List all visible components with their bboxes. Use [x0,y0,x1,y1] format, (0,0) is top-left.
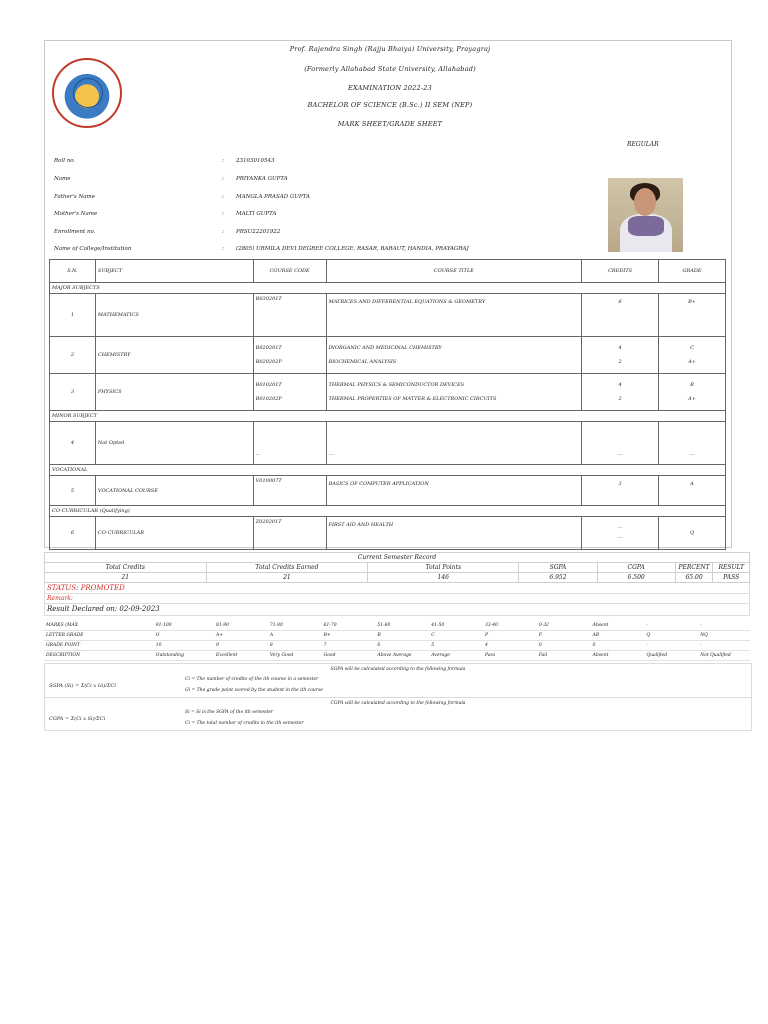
grade-row-letter [44,631,750,641]
grade-cell: 61-70 [322,621,376,631]
grade-cell: Q [644,631,698,641]
colon: : [222,246,224,252]
grade-row-description [44,651,750,661]
minor-section-label: MINOR SUBJECT [50,411,726,422]
grade-cell: 0 [537,641,591,651]
grade-cell: 91-100 [154,621,214,631]
grade-cell: Absent [591,651,645,661]
grade-cell: O [154,631,214,641]
sgpa-formula-box [44,663,752,698]
header-sn: S.N. [50,260,96,283]
grade-cell: B [375,631,429,641]
mother-value: MALTI GUPTA [236,211,277,217]
row-credits: 2 [618,359,622,365]
row-sn: 2 [50,337,96,374]
grade-row-label: GRADE POINT [44,641,154,651]
grade-cell: Pass [483,651,537,661]
header-grade: GRADE [659,260,726,283]
subjects-table [49,259,726,550]
grade-cell: - [698,641,750,651]
grade-scale-table [44,621,750,661]
grade-cell: - [644,641,698,651]
grade-cell: 6 [375,641,429,651]
total-credits-label: Total Credits [45,563,207,573]
cgpa-formula-box [44,697,752,731]
row-credits: --- [617,535,623,541]
grade-cell: Above Average [375,651,429,661]
grade-cell: Average [429,651,483,661]
remark-label: Remark: [44,593,750,603]
row-code: B020201T [255,345,282,351]
row-code: Z020201T [253,517,326,550]
row-sn: 3 [50,374,96,411]
row-grade: A [659,476,726,506]
cocurricular-section-label: CO-CURRICULAR (Qualifying) [50,506,726,517]
grade-cell: 81-90 [214,621,268,631]
sgpa-formula-line2: Gi = The grade point scored by the student in the ith course [185,688,323,693]
table-row [50,476,726,506]
formerly-name: (Formerly Allahabad State University, Allahabad) [304,65,476,73]
grade-cell: - [698,621,750,631]
grade-row-label: MARKS (MAX [44,621,154,631]
header-title: COURSE TITLE [326,260,582,283]
row-code: B010202P [255,396,282,402]
grade-cell: NQ [698,631,750,641]
grade-row-label: DESCRIPTION [44,651,154,661]
promotion-status: STATUS: PROMOTED [44,583,750,593]
colon: : [222,176,224,182]
row-grade: B [690,382,694,388]
table-row [50,422,726,465]
header-credits: CREDITS [582,260,659,283]
grade-cell: 41-50 [429,621,483,631]
table-header-row [50,260,726,283]
college-label: Name of College/Institution [54,246,132,252]
semester-record-title: Current Semester Record [45,553,750,563]
grade-cell: 0-32 [537,621,591,631]
grade-cell: 9 [214,641,268,651]
name-label: Name [54,176,71,182]
row-title: THERMAL PHYSICS & SEMICONDUCTOR DEVICES [328,382,465,388]
mother-label: Mother's Name [54,211,98,217]
grade-cell: P [483,631,537,641]
result-value: PASS [713,573,750,583]
row-credits: 6 [582,294,659,337]
row-grade: C [690,345,694,351]
cgpa-value: 6.500 [597,573,675,583]
row-title: FIRST AID AND HEALTH [326,517,582,550]
row-grade: B+ [659,294,726,337]
grade-cell: 8 [268,641,322,651]
grade-cell: C [429,631,483,641]
row-title: BASICS OF COMPUTER APPLICATION [326,476,582,506]
father-label: Father's Name [54,194,96,200]
grade-cell: AB [591,631,645,641]
cgpa-formula: CGPA = Σ(Ci x Si)/ΣCi [49,716,106,722]
row-code: B030201T [253,294,326,337]
sgpa-label: SGPA [519,563,597,573]
grade-cell: 7 [322,641,376,651]
college-value: (2805) URMILA DEVI DEGREE COLLEGE, RASAR, BARAUT, HANDIA, PRAYAGRAJ [236,246,469,252]
sgpa-value: 6.952 [519,573,597,583]
sgpa-formula: SGPA (Si) = Σ(Ci x Gi)/ΣCi [49,683,116,689]
table-row [50,374,726,411]
grade-cell: Absent [591,621,645,631]
grade-cell: B+ [322,631,376,641]
grade-cell: Outstanding [154,651,214,661]
row-grade: --- [659,422,726,465]
total-points-label: Total Points [368,563,519,573]
grade-row-marks [44,621,750,631]
grade-cell: 51-60 [375,621,429,631]
semester-record [44,552,750,616]
total-credits-value: 21 [45,573,207,583]
row-subject: CHEMISTRY [95,337,253,374]
row-sn: 6 [50,517,96,550]
grade-cell: 4 [483,641,537,651]
colon: : [222,229,224,235]
grade-cell: Fail [537,651,591,661]
cgpa-formula-line2: Ci = The total number of credits in the ith semester [185,721,304,726]
father-value: MANGLA PRASAD GUPTA [236,194,310,200]
university-logo [52,58,122,128]
grade-cell: Qualified [644,651,698,661]
row-credits: 3 [582,476,659,506]
row-grade: A+ [688,359,696,365]
vocational-section-label: VOCATIONAL [50,465,726,476]
grade-cell: 10 [154,641,214,651]
row-title: THERMAL PROPERTIES OF MATTER & ELECTRONIC CIRCUITS [328,396,497,402]
row-sn: 5 [50,476,96,506]
row-grade: A+ [688,396,696,402]
row-credits: --- [617,525,623,531]
enroll-value: PRSU22201922 [236,229,281,235]
cgpa-formula-heading: CGPA will be calculated according to the following formula [330,701,466,706]
result-label: RESULT [713,563,750,573]
row-title: INORGANIC AND MEDICINAL CHEMISTRY [328,345,442,351]
grade-cell: Good [322,651,376,661]
programme-name: BACHELOR OF SCIENCE (B.Sc.) II SEM (NEP) [307,101,473,109]
sgpa-formula-heading: SGPA will be calculated according to the following formula [330,667,466,672]
row-title: BIOCHEMICAL ANALYSIS [328,359,397,365]
grade-cell: A+ [214,631,268,641]
grade-cell: - [644,621,698,631]
row-subject: CO-CURRICULAR [95,517,253,550]
grade-cell: Not Qualified [698,651,750,661]
row-sn: 4 [50,422,96,465]
row-title: --- [326,422,582,465]
row-credits: 4 [618,382,622,388]
colon: : [222,211,224,217]
grade-cell: 71-80 [268,621,322,631]
cgpa-label: CGPA [597,563,675,573]
university-name: Prof. Rajendra Singh (Rajju Bhaiya) University, Prayagraj [289,45,491,53]
major-section-label: MAJOR SUBJECTS [50,283,726,294]
total-points-value: 146 [368,573,519,583]
row-code: --- [253,422,326,465]
roll-value: 23103010543 [236,158,275,164]
enroll-label: Enrollment no. [54,229,96,235]
name-value: PRIYANKA GUPTA [236,176,288,182]
row-subject: PHYSICS [95,374,253,411]
row-sn: 1 [50,294,96,337]
grade-cell: F [537,631,591,641]
grade-row-label: LETTER GRADE [44,631,154,641]
credits-earned-value: 21 [206,573,368,583]
grade-cell: 33-40 [483,621,537,631]
colon: : [222,158,224,164]
grade-cell: 0 [591,641,645,651]
document-title: MARK SHEET/GRADE SHEET [337,120,443,128]
row-grade: Q [659,517,726,550]
row-code: B010201T [255,382,282,388]
table-row [50,517,726,550]
row-subject: VOCATIONAL COURSE [95,476,253,506]
colon: : [222,194,224,200]
table-row [50,294,726,337]
percent-value: 65.00 [675,573,713,583]
table-row [50,337,726,374]
header-code: COURSE CODE [253,260,326,283]
cgpa-formula-line1: Si = Si is the SGPA of the ith semester [185,710,274,715]
regular-status: REGULAR [627,141,659,148]
row-subject: Not Opted [95,422,253,465]
grade-cell: A [268,631,322,641]
row-credits: 2 [618,396,622,402]
row-subject: MATHEMATICS [95,294,253,337]
exam-year: EXAMINATION 2022-23 [348,84,432,92]
grade-cell: Very Good [268,651,322,661]
result-declared-date: Result Declared on: 02-09-2023 [44,603,750,616]
grade-cell: Excellent [214,651,268,661]
student-photo [608,178,683,252]
sgpa-formula-line1: Ci = The number of credits of the ith course in a semester [185,677,319,682]
credits-earned-label: Total Credits Earned [206,563,368,573]
grade-cell: 5 [429,641,483,651]
row-title: MATRICES AND DIFFERENTIAL EQUATIONS & GEOMETRY [326,294,582,337]
grade-row-point [44,641,750,651]
header-subject: SUBJECT [95,260,253,283]
row-code: V010007T [253,476,326,506]
roll-label: Roll no. [54,158,76,164]
row-credits: 4 [618,345,622,351]
percent-label: PERCENT [675,563,713,573]
row-credits: --- [582,422,659,465]
row-code: B020202P [255,359,282,365]
